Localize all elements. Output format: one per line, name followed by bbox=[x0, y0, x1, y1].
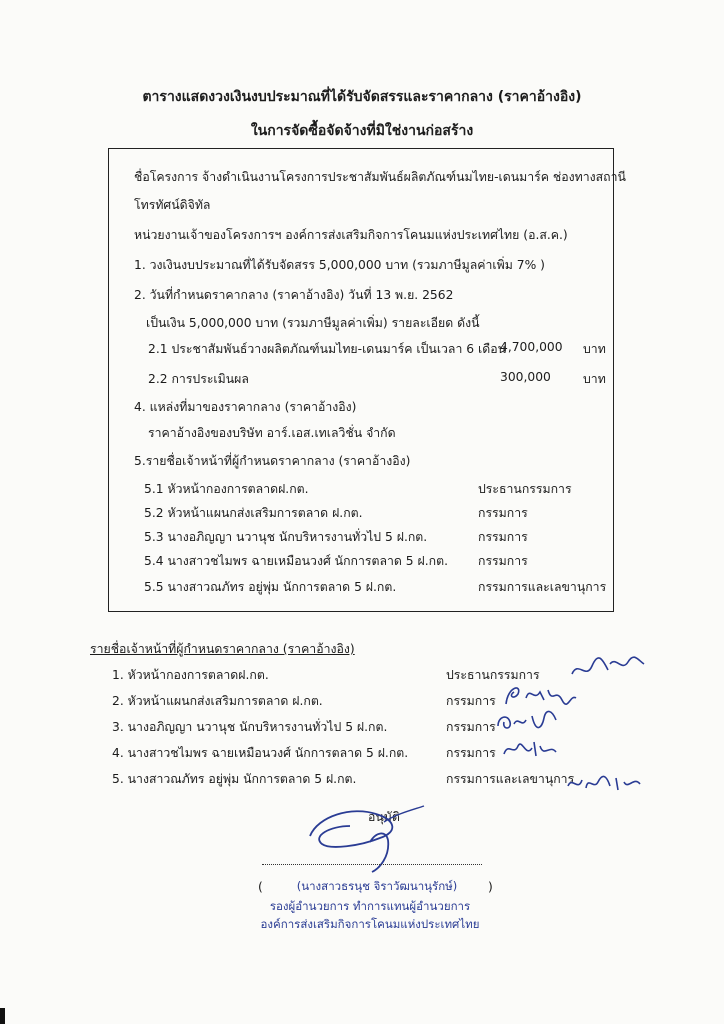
signature-1 bbox=[568, 652, 648, 686]
committee-role: กรรมการ bbox=[478, 530, 528, 544]
signature-line bbox=[262, 864, 482, 865]
sub-item-2-unit: บาท bbox=[583, 372, 606, 386]
document-subtitle: ในการจัดซื้อจัดจ้างที่มิใช่งานก่อสร้าง bbox=[250, 123, 474, 139]
signature-5 bbox=[564, 768, 644, 798]
budget-item-4: 4. แหล่งที่มาของราคากลาง (ราคาอ้างอิง) bbox=[134, 400, 357, 414]
approver-name-stamp: (นางสาวธรนุช จิราวัฒนานุรักษ์) bbox=[296, 879, 458, 893]
committee-name: 5.1 หัวหน้ากองการตลาดฝ.กต. bbox=[144, 482, 309, 496]
sub-item-1-unit: บาท bbox=[583, 342, 606, 356]
committee-role: กรรมการ bbox=[478, 554, 528, 568]
committee-name: 5.2 หัวหน้าแผนกส่งเสริมการตลาด ฝ.กต. bbox=[144, 506, 363, 520]
agency-line: หน่วยงานเจ้าของโครงการฯ องค์การส่งเสริมกิจการโคนมแห่งประเทศไทย (อ.ส.ค.) bbox=[134, 228, 568, 242]
committee-role: กรรมการและเลขานุการ bbox=[478, 580, 607, 594]
committee-name: 5.4 นางสาวชไมพร ฉายเหมือนวงศ์ นักการตลาด 5 ฝ.กต. bbox=[144, 554, 448, 568]
member-role: กรรมการและเลขานุการ bbox=[446, 772, 575, 786]
project-name-line1: ชื่อโครงการ จ้างดำเนินงานโครงการประชาสัมพันธ์ผลิตภัณฑ์นมไทย-เดนมาร์ค ช่องทางสถานี bbox=[134, 170, 626, 184]
document-title: ตารางแสดงวงเงินงบประมาณที่ได้รับจัดสรรและราคากลาง (ราคาอ้างอิง) bbox=[142, 89, 582, 105]
member-name: 3. นางอภิญญา นวานุช นักบริหารงานทั่วไป 5 ฝ.กต. bbox=[112, 720, 388, 734]
sub-item-1-amount: 4,700,000 bbox=[500, 340, 563, 354]
approve-label: อนุมัติ bbox=[368, 810, 400, 824]
lower-heading: รายชื่อเจ้าหน้าที่ผู้กำหนดราคากลาง (ราคาอ้างอิง) bbox=[90, 642, 355, 656]
scan-edge-mark bbox=[0, 1008, 5, 1024]
member-name: 1. หัวหน้ากองการตลาดฝ.กต. bbox=[112, 668, 269, 682]
approver-title-stamp: รองผู้อำนวยการ ทำการแทนผู้อำนวยการ bbox=[269, 899, 471, 913]
budget-item-1: 1. วงเงินงบประมาณที่ได้รับจัดสรร 5,000,000 บาท (รวมภาษีมูลค่าเพิ่ม 7% ) bbox=[134, 258, 545, 272]
budget-item-2-sub: เป็นเงิน 5,000,000 บาท (รวมภาษีมูลค่าเพิ่ม) รายละเอียด ดังนี้ bbox=[146, 316, 480, 330]
budget-item-2: 2. วันที่กำหนดราคากลาง (ราคาอ้างอิง) วันที่ 13 พ.ย. 2562 bbox=[134, 288, 454, 302]
signature-4 bbox=[500, 734, 560, 764]
committee-role: กรรมการ bbox=[478, 506, 528, 520]
paren-open: ( bbox=[258, 880, 263, 894]
member-role: ประธานกรรมการ bbox=[446, 668, 540, 682]
committee-name: 5.3 นางอภิญญา นวานุช นักบริหารงานทั่วไป 5 ฝ.กต. bbox=[144, 530, 428, 544]
committee-name: 5.5 นางสาวณภัทร อยู่พุ่ม นักการตลาด 5 ฝ.กต. bbox=[144, 580, 397, 594]
sub-item-2-label: 2.2 การประเมินผล bbox=[148, 372, 249, 386]
budget-item-5: 5.รายชื่อเจ้าหน้าที่ผู้กำหนดราคากลาง (ราคาอ้างอิง) bbox=[134, 454, 411, 468]
member-role: กรรมการ bbox=[446, 720, 496, 734]
paren-close: ) bbox=[488, 880, 493, 894]
project-name-line2: โทรทัศน์ดิจิทัล bbox=[134, 198, 211, 212]
budget-item-4-sub: ราคาอ้างอิงของบริษัท อาร์.เอส.เทเลวิชั่น จำกัด bbox=[148, 426, 396, 440]
sub-item-2-amount: 300,000 bbox=[500, 370, 551, 384]
member-name: 5. นางสาวณภัทร อยู่พุ่ม นักการตลาด 5 ฝ.กต. bbox=[112, 772, 357, 786]
member-name: 2. หัวหน้าแผนกส่งเสริมการตลาด ฝ.กต. bbox=[112, 694, 323, 708]
approver-org-stamp: องค์การส่งเสริมกิจการโคนมแห่งประเทศไทย bbox=[260, 917, 480, 931]
member-role: กรรมการ bbox=[446, 694, 496, 708]
committee-role: ประธานกรรมการ bbox=[478, 482, 572, 496]
member-role: กรรมการ bbox=[446, 746, 496, 760]
sub-item-1-label: 2.1 ประชาสัมพันธ์วางผลิตภัณฑ์นมไทย-เดนมาร์ค เป็นเวลา 6 เดือน bbox=[148, 342, 506, 356]
member-name: 4. นางสาวชไมพร ฉายเหมือนวงศ์ นักการตลาด 5 ฝ.กต. bbox=[112, 746, 409, 760]
